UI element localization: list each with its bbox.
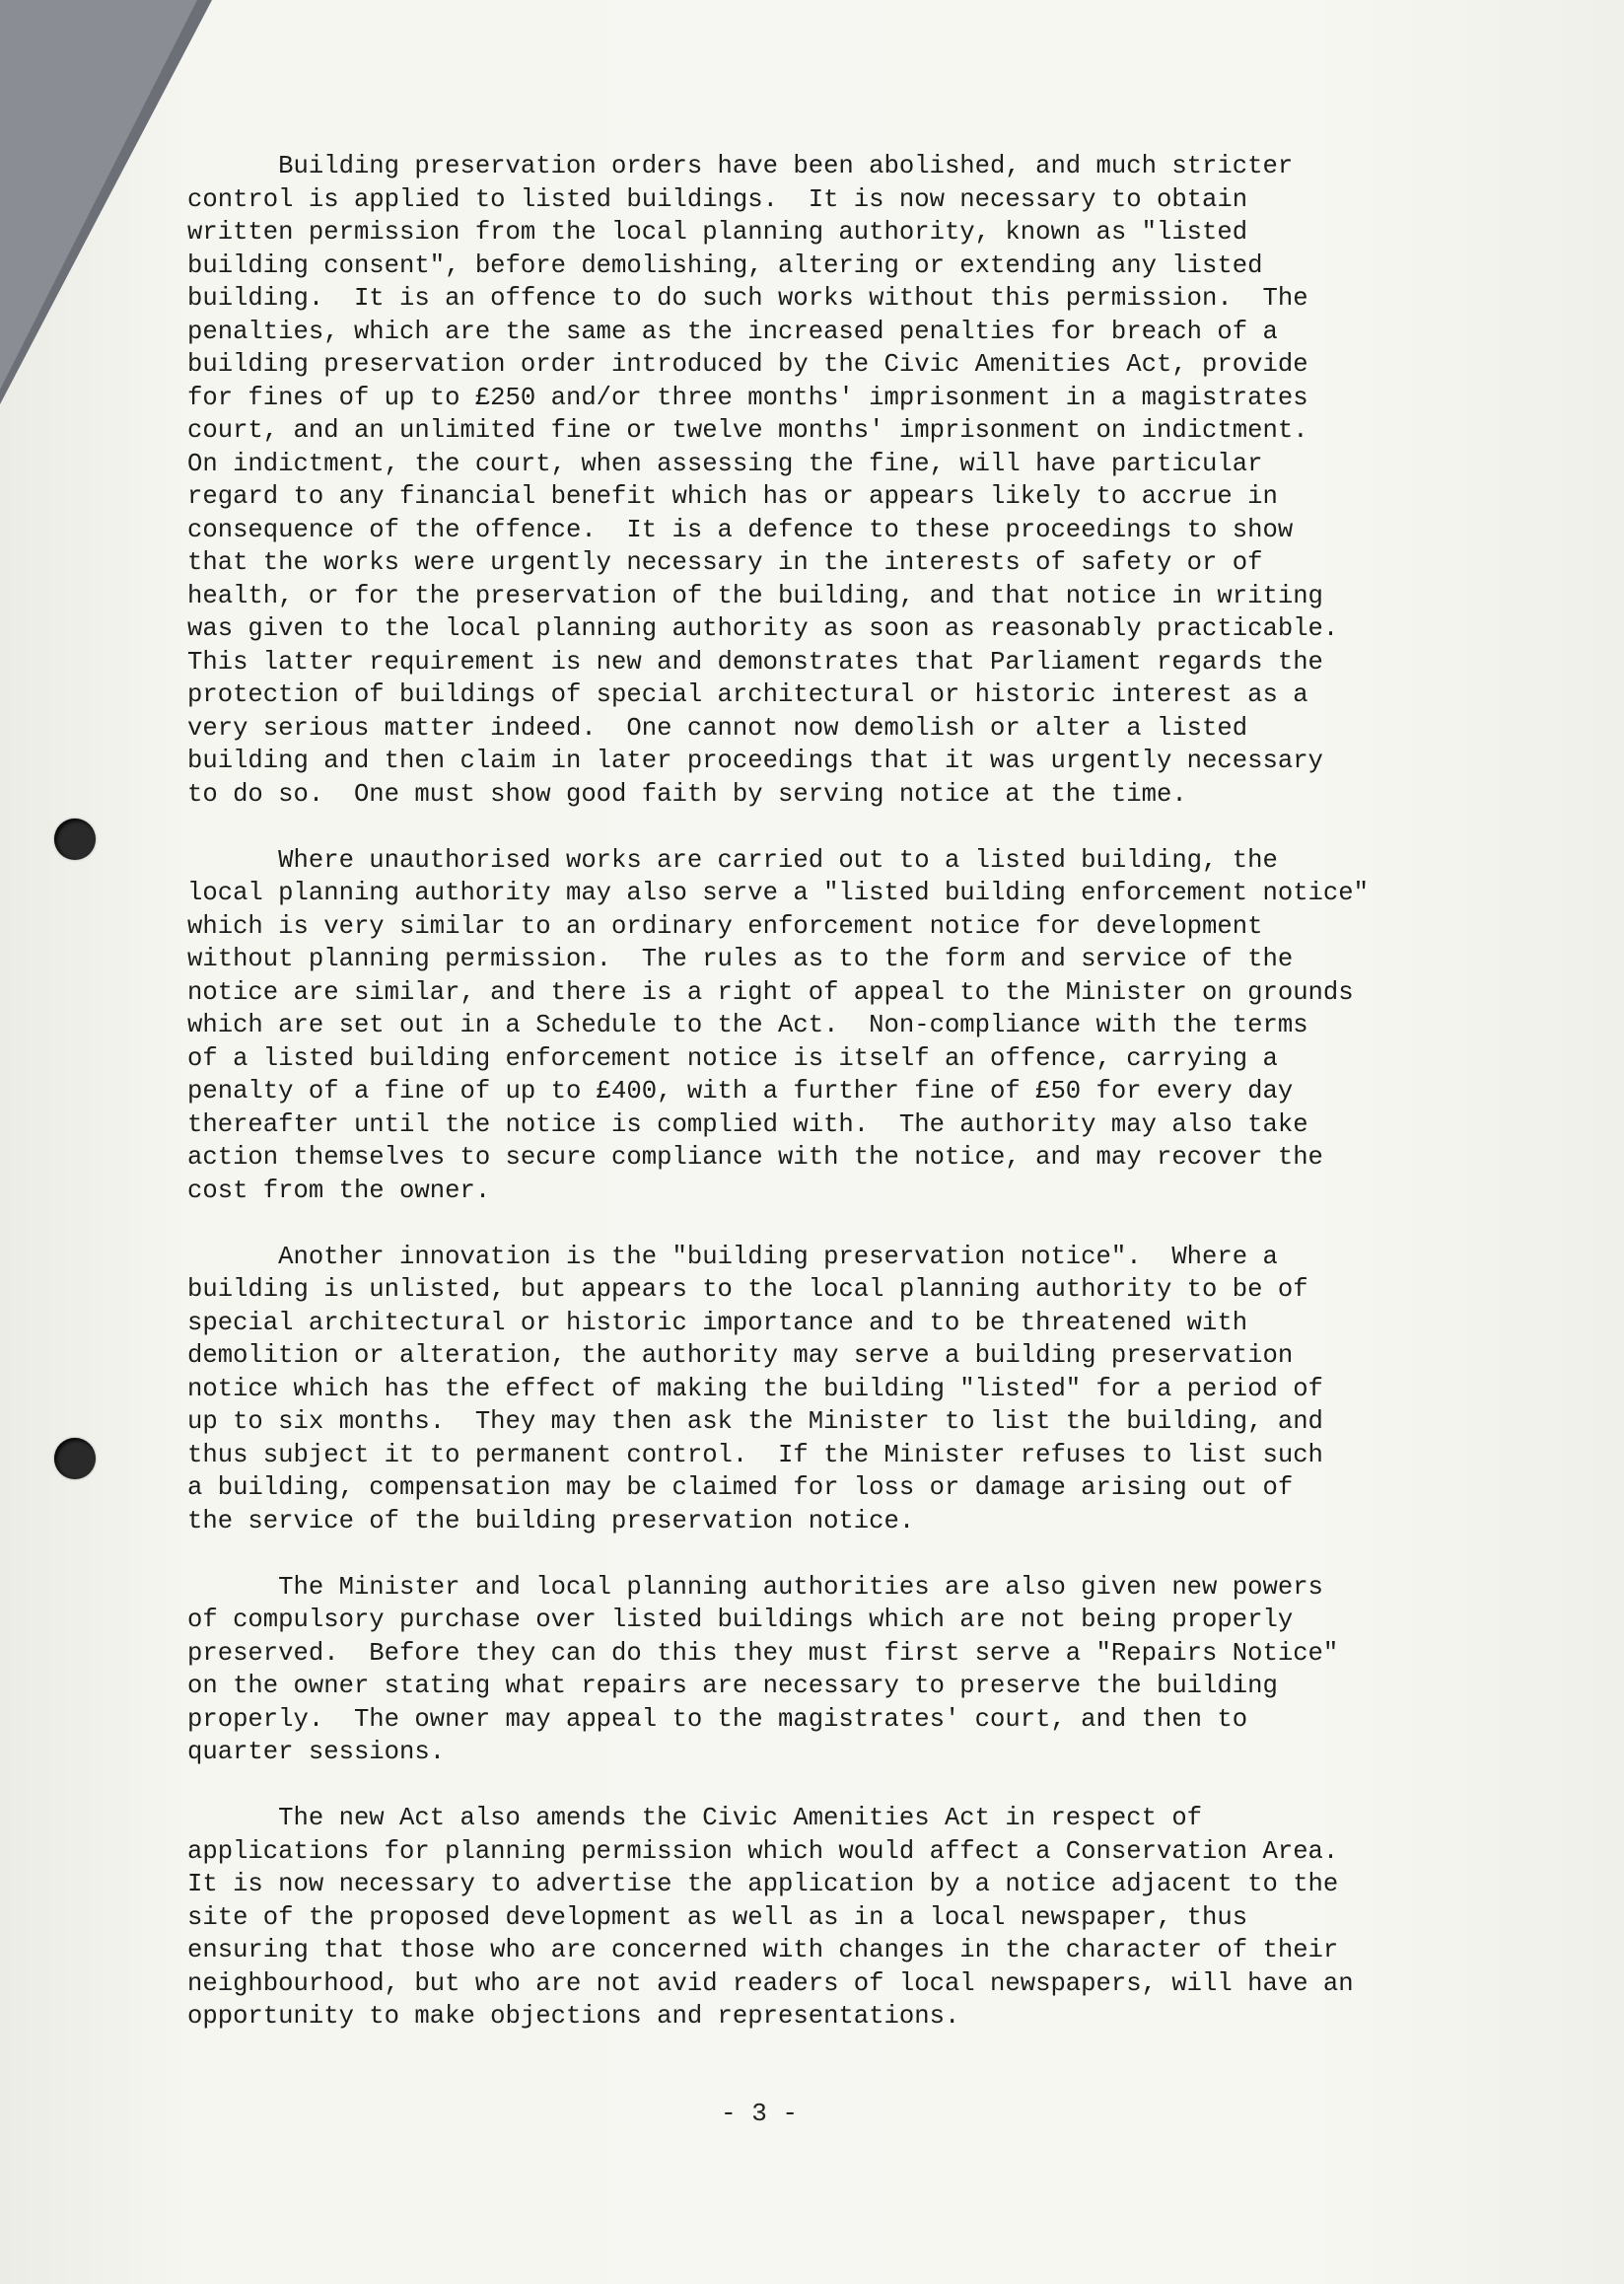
paragraph-conservation-area: The new Act also amends the Civic Amenities Act in respect of applications for planning permission which would affect a Conservation Area. It is now necessary to advertise the application by a notice adjacent to the site of the proposed development as well as in a local newspaper, thus ensuring that those who are concerned with changes in the character of their neighbourhood, but who are not avid readers of local newspapers, will have an opportunity to make objections and representations. — [187, 1804, 1354, 2031]
punch-hole-lower — [54, 1438, 96, 1479]
paragraph-building-preservation-orders: Building preservation orders have been abolished, and much stricter control is applied to listed buildings. It is now necessary to obtain written permission from the local planning authority, known as "listed building consent", before demolishing, altering or extending any listed building. It is an offence to do such works without this permission. The penalties, which are the same as the increased penalties for breach of a building preservation order introduced by the Civic Amenities Act, provide for fines of up to £250 and/or three months' imprisonment in a magistrates court, and an unlimited fine or twelve months' imprisonment on indictment. On indictment, the court, when assessing the fine, will have particular regard to any financial benefit which has or appears likely to accrue in consequence of the offence. It is a defence to these proceedings to show that the works were urgently necessary in the interests of safety or of health, or for the preservation of the building, and that notice in writing was given to the local planning authority as soon as reasonably practicable. This latter requirement is new and demonstrates that Parliament regards the protection of buildings of special architectural or historic interest as a very serious matter indeed. One cannot now demolish or alter a listed building and then claim in later proceedings that it was urgently necessary to do so. One must show good faith by serving notice at the time. — [187, 152, 1339, 809]
folded-corner-shade — [0, 0, 197, 390]
page-number: - 3 - — [720, 2099, 798, 2128]
paragraph-enforcement-notice: Where unauthorised works are carried out to a listed building, the local planning authority may also serve a "listed building enforcement notice" which is very similar to an ordinary enforcement notice for development without planning permission. The rules as to the form and service of the notice are similar, and there is a right of appeal to the Minister on grounds which are set out in a Schedule to the Act. Non-compliance with the terms of a listed building enforcement notice is itself an offence, carrying a penalty of a fine of up to £400, with a further fine of £50 for every day thereafter until the notice is complied with. The authority may also take action themselves to secure compliance with the notice, and may recover the cost from the owner. — [187, 845, 1369, 1205]
punch-hole-upper — [54, 819, 96, 860]
document-body — [187, 150, 1489, 2066]
paragraph-building-preservation-notice: Another innovation is the "building preservation notice". Where a building is unlisted, but appears to the local planning authority to be of special architectural or historic importance and to be threatened with demolition or alteration, the authority may serve a building preservation notice which has the effect of making the building "listed" for a period of up to six months. They may then ask the Minister to list the building, and thus subject it to permanent control. If the Minister refuses to list such a building, compensation may be claimed for loss or damage arising out of the service of the building preservation notice. — [187, 1242, 1323, 1535]
paragraph-compulsory-purchase: The Minister and local planning authorities are also given new powers of compulsory purchase over listed buildings which are not being properly preserved. Before they can do this they must first serve a "Repairs Notice" on the owner stating what repairs are necessary to preserve the building properly. The owner may appeal to the magistrates' court, and then to quarter sessions. — [187, 1572, 1339, 1766]
